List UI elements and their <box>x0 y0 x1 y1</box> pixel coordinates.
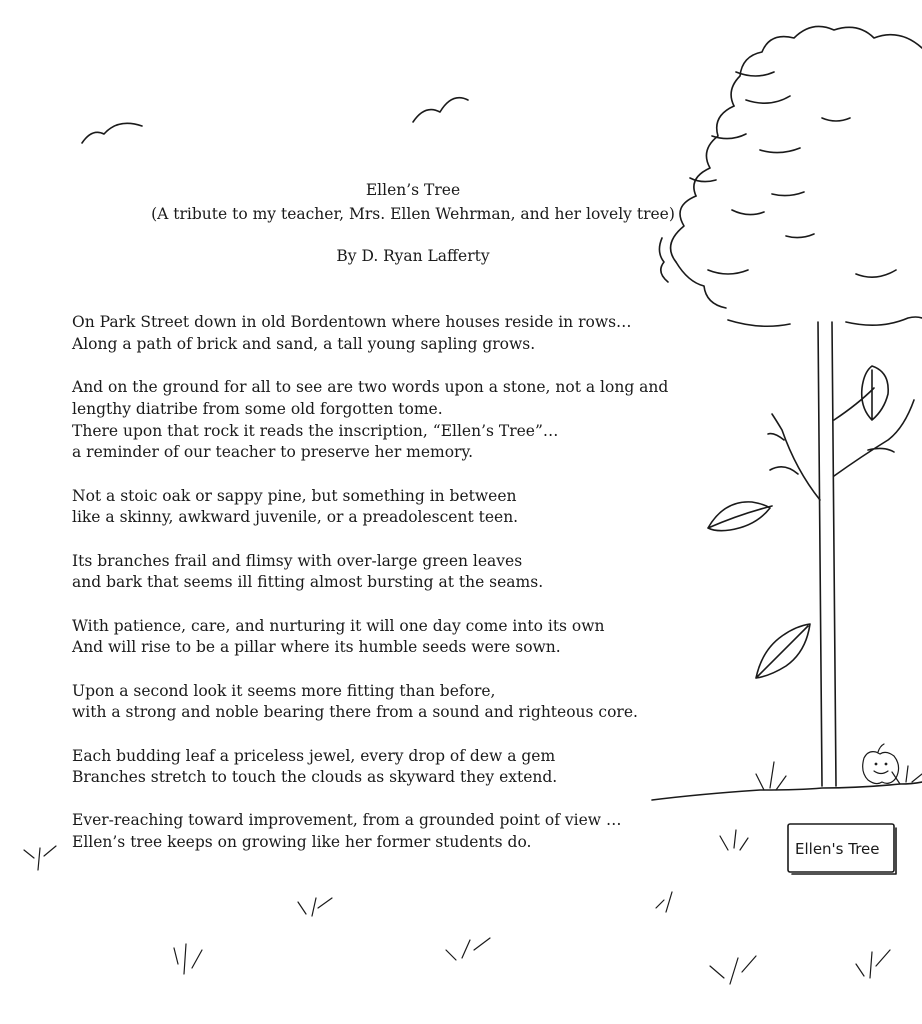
tree-trunk <box>818 322 836 786</box>
poem-line: On Park Street down in old Bordentown where houses reside in rows… <box>72 313 632 331</box>
poem-line: Ellen’s tree keeps on growing like her former students do. <box>72 833 532 852</box>
poem-line: lengthy diatribe from some old forgotten tome. <box>72 399 443 418</box>
tree-canopy <box>659 26 922 326</box>
poem-line: Upon a second look it seems more fitting than before, <box>72 681 496 700</box>
poem-body <box>72 312 762 875</box>
poem-line: Its branches frail and flimsy with over-large green leaves <box>72 551 523 570</box>
poem-line: a reminder of our teacher to preserve her memory. <box>72 443 474 462</box>
poem-line: like a skinny, awkward juvenile, or a preadolescent teen. <box>72 508 519 527</box>
sign-label: Ellen's Tree <box>795 840 880 858</box>
bird-middle <box>413 98 468 122</box>
left-branch <box>768 414 820 500</box>
stanza-8 <box>72 810 762 854</box>
bird-left <box>82 123 142 143</box>
poem-line: Not a stoic oak or sappy pine, but something in between <box>72 486 517 505</box>
poem-title: Ellen’s Tree <box>365 181 461 199</box>
apple <box>863 744 899 784</box>
poem-subtitle: (A tribute to my teacher, Mrs. Ellen Wehrman, and her lovely tree) <box>151 205 675 223</box>
leaf-flying-2 <box>756 624 810 678</box>
poem-byline: By D. Ryan Lafferty <box>336 247 490 265</box>
stanza-6 <box>72 681 762 725</box>
poem-line: with a strong and noble bearing there from a sound and righteous core. <box>72 703 638 722</box>
poem-line: And will rise to be a pillar where its humble seeds were sown. <box>72 638 561 657</box>
leaf-upper <box>862 366 888 420</box>
stanza-5 <box>72 616 762 660</box>
poem-line: Branches stretch to touch the clouds as skyward they extend. <box>72 768 558 787</box>
poem-line: Ever-reaching toward improvement, from a grounded point of view … <box>72 811 622 830</box>
poem-line: Each budding leaf a priceless jewel, every drop of dew a gem <box>72 746 556 765</box>
stanza-3 <box>72 486 762 530</box>
poem-line: and bark that seems ill fitting almost bursting at the seams. <box>72 573 544 592</box>
poem-line: With patience, care, and nurturing it will one day come into its own <box>72 616 605 635</box>
poem-line: And on the ground for all to see are two words upon a stone, not a long and <box>72 377 669 396</box>
stanza-4 <box>72 551 762 595</box>
poem-line: Along a path of brick and sand, a tall young sapling grows. <box>72 334 536 353</box>
stanza-7 <box>72 746 762 790</box>
stanza-2 <box>72 377 762 464</box>
poem-line: There upon that rock it reads the inscription, “Ellen’s Tree”… <box>72 421 559 440</box>
stanza-1 <box>72 312 762 356</box>
